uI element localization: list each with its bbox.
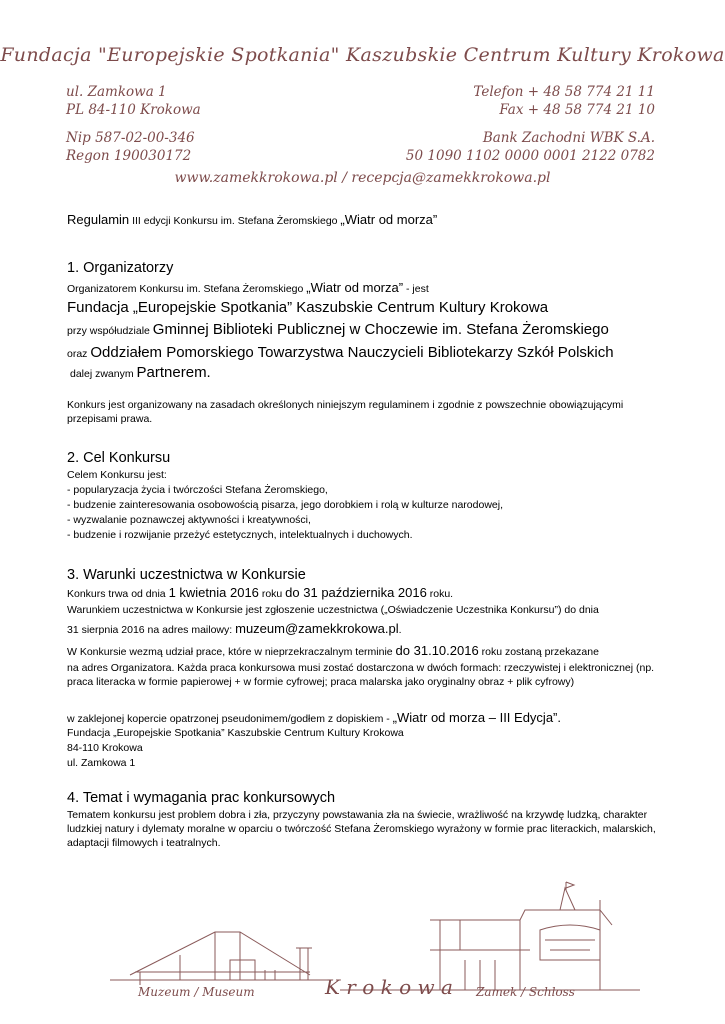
letterhead-title: Fundacja "Europejskie Spotkania" Kaszubskie Centrum Kultury Krokowa — [0, 44, 725, 66]
phone-number: Telefon + 48 58 774 21 11 — [473, 84, 655, 100]
section-2-intro: Celem Konkursu jest: — [67, 469, 167, 481]
contest-dates: Konkurs trwa od dnia 1 kwietnia 2016 roku do 31 października 2016 roku. — [67, 585, 454, 600]
list-item: - budzenie i rozwijanie przeżyć estetycznych, intelektualnych i duchowych. — [67, 529, 413, 541]
regon-number: Regon 190030172 — [66, 148, 192, 164]
bank-account: 50 1090 1102 0000 0001 2122 0782 — [405, 148, 655, 164]
list-item: - budzenie zainteresowania osobowością pisarza, jego dorobkiem i rolą w kulturze narodowej, — [67, 499, 503, 511]
section-1-line-1: Organizatorem Konkursu im. Stefana Żeromskiego „Wiatr od morza” - jest — [67, 280, 429, 295]
fax-number: Fax + 48 58 774 21 10 — [499, 102, 655, 118]
nip-number: Nip 587-02-00-346 — [66, 130, 195, 146]
section-3-line-5: w zaklejonej kopercie opatrzonej pseudonimem/godłem z dopiskiem - „Wiatr od morza – III Edycja”. — [67, 710, 561, 725]
address-line: Fundacja „Europejskie Spotkania” Kaszubskie Centrum Kultury Krokowa — [67, 727, 404, 739]
section-1-heading: 1. Organizatorzy — [67, 260, 174, 276]
castle-drawing-icon — [0, 880, 725, 1024]
section-3-line-2: Warunkiem uczestnictwa w Konkursie jest zgłoszenie uczestnictwa („Oświadczenie Uczestnika Konkursu”) do dnia — [67, 604, 599, 616]
section-1-line-5: dalej zwanym Partnerem. — [70, 364, 211, 381]
section-4-heading: 4. Temat i wymagania prac konkursowych — [67, 790, 336, 806]
section-3-line-3: 31 sierpnia 2016 na adres mailowy: muzeum@zamekkrokowa.pl. — [67, 621, 402, 636]
section-3-paragraph: na adres Organizatora. Każda praca konkursowa musi zostać dostarczona w dwóch formach: rzeczywistej i elektronicznej (np. praca literacka w formie papierowej + w formie cyfrowej; praca malarska jako oryginalny obraz + plik cyfrowy) — [67, 662, 655, 688]
footer-museum: Muzeum / Museum — [138, 985, 255, 999]
footer-castle: Zamek / Schloss — [476, 985, 575, 999]
footer-town: K r o k o w a — [325, 975, 453, 999]
section-4-paragraph: Tematem konkursu jest problem dobra i zła, przyczyny powstawania zła na świecie, wrażliwość na krzywdę ludzką, charakter ludzkiej natury i dylematy moralne w oparciu o twórczość Stefana Żeromskiego wyrażony w formie prac literackich, malarskich, adaptacji filmowych i teatralnych. — [67, 809, 656, 849]
bank-name: Bank Zachodni WBK S.A. — [482, 130, 655, 146]
list-item: - popularyzacja życia i twórczości Stefana Żeromskiego, — [67, 484, 328, 496]
address-line: 84-110 Krokowa — [67, 742, 143, 754]
section-3-heading: 3. Warunki uczestnictwa w Konkursie — [67, 567, 306, 583]
website-email-line: www.zamekkrokowa.pl / recepcja@zamekkrokowa.pl — [174, 170, 551, 186]
address-street: ul. Zamkowa 1 — [66, 84, 167, 100]
section-2-heading: 2. Cel Konkursu — [67, 450, 171, 466]
email-address: muzeum@zamekkrokowa.pl — [235, 621, 399, 636]
section-1-paragraph: Konkurs jest organizowany na zasadach określonych niniejszym regulaminem i zgodnie z powszechnie obowiązującymi przepisami prawa. — [67, 399, 624, 425]
section-1-line-3: przy współudziale Gminnej Biblioteki Publicznej w Choczewie im. Stefana Żeromskiego — [67, 321, 609, 338]
document-title: Regulamin III edycji Konkursu im. Stefana Żeromskiego „Wiatr od morza” — [67, 212, 438, 227]
address-city: PL 84-110 Krokowa — [66, 102, 201, 118]
section-1-line-4: oraz Oddziałem Pomorskiego Towarzystwa Nauczycieli Bibliotekarzy Szkół Polskich — [67, 344, 614, 361]
list-item: - wyzwalanie poznawczej aktywności i kreatywności, — [67, 514, 311, 526]
organizer-name: Fundacja „Europejskie Spotkania” Kaszubskie Centrum Kultury Krokowa — [67, 299, 549, 316]
address-line: ul. Zamkowa 1 — [67, 757, 136, 769]
section-3-line-4: W Konkursie wezmą udział prace, które w nieprzekraczalnym terminie do 31.10.2016 roku zostaną przekazane — [67, 643, 599, 658]
